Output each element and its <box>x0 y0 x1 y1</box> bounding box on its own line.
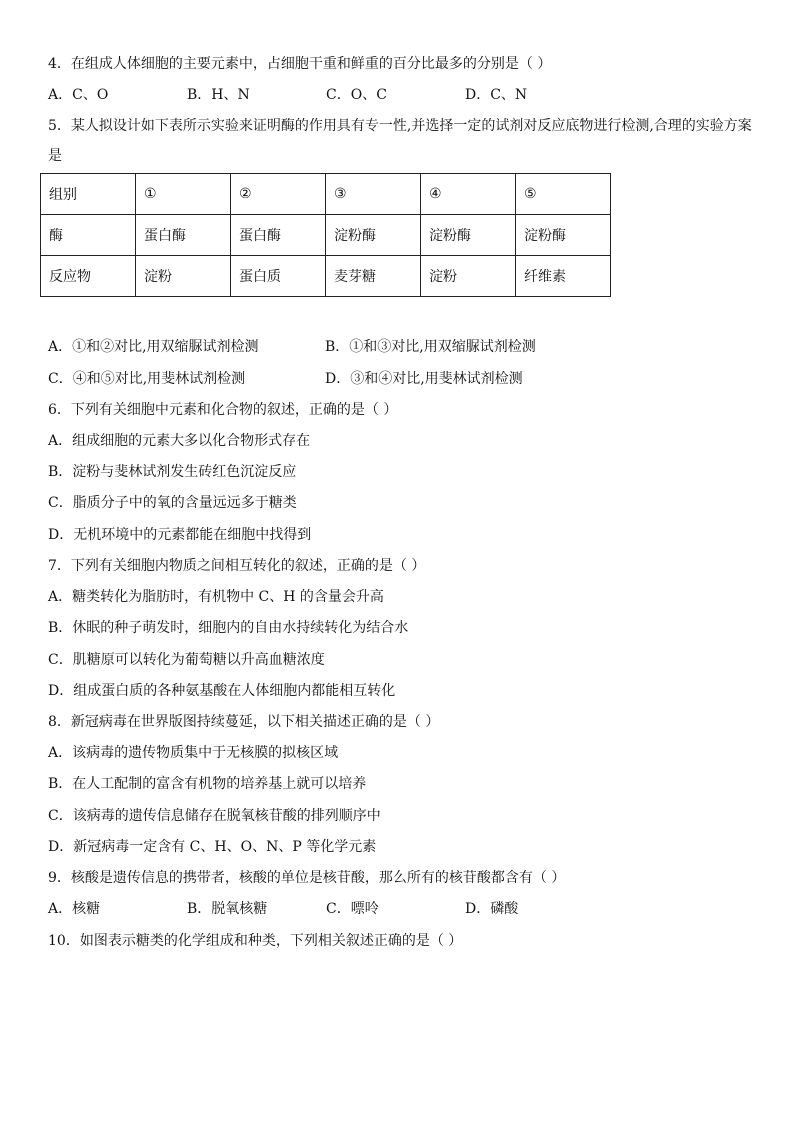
q8-option-a: A．该病毒的遗传物质集中于无核膜的拟核区域 <box>48 745 339 761</box>
q4-option-c: C．O、C <box>326 87 387 103</box>
table-cell: ② <box>231 174 326 215</box>
table-cell: 麦芽糖 <box>326 256 421 297</box>
table-cell: 组别 <box>41 174 136 215</box>
q4-stem: 4．在组成人体细胞的主要元素中，占细胞干重和鲜重的百分比最多的分别是（ ） <box>48 56 552 72</box>
q5-option-b: B．①和③对比,用双缩脲试剂检测 <box>325 339 536 355</box>
experiment-table <box>40 173 611 297</box>
q6-option-c: C．脂质分子中的氧的含量远远多于糖类 <box>48 495 297 511</box>
table-cell: 纤维素 <box>516 256 611 297</box>
q9-option-d: D．磷酸 <box>465 901 519 917</box>
table-cell: ④ <box>421 174 516 215</box>
q9-option-c: C．嘌呤 <box>326 901 379 917</box>
q5-stem-line1: 5．某人拟设计如下表所示实验来证明酶的作用具有专一性,并选择一定的试剂对反应底物进行检测,合理的实验方案 <box>48 118 752 134</box>
table-cell: ① <box>136 174 231 215</box>
q7-stem: 7．下列有关细胞内物质之间相互转化的叙述，正确的是（ ） <box>48 558 426 574</box>
q7-option-a: A．糖类转化为脂肪时，有机物中 C、H 的含量会升高 <box>48 589 384 605</box>
q4-option-a: A．C、O <box>48 87 109 103</box>
table-cell: 淀粉酶 <box>421 215 516 256</box>
q8-stem: 8．新冠病毒在世界版图持续蔓延，以下相关描述正确的是（ ） <box>48 714 440 730</box>
q9-option-b: B．脱氧核糖 <box>187 901 268 917</box>
table-cell: 淀粉 <box>421 256 516 297</box>
table-cell: 蛋白酶 <box>136 215 231 256</box>
table-row <box>41 215 611 256</box>
q5-stem-line2: 是 <box>48 148 62 164</box>
q7-option-c: C．肌糖原可以转化为葡萄糖以升高血糖浓度 <box>48 652 325 668</box>
q8-option-c: C．该病毒的遗传信息储存在脱氧核苷酸的排列顺序中 <box>48 808 381 824</box>
table-cell: 酶 <box>41 215 136 256</box>
q9-stem: 9．核酸是遗传信息的携带者，核酸的单位是核苷酸，那么所有的核苷酸都含有（ ） <box>48 870 566 886</box>
table-cell: 淀粉酶 <box>326 215 421 256</box>
q8-option-d: D．新冠病毒一定含有 C、H、O、N、P 等化学元素 <box>48 839 377 855</box>
q10-stem: 10．如图表示糖类的化学组成和种类，下列相关叙述正确的是（ ） <box>48 933 463 949</box>
q4-option-d: D．C、N <box>465 87 528 103</box>
q7-option-d: D．组成蛋白质的各种氨基酸在人体细胞内都能相互转化 <box>48 683 396 699</box>
q6-option-b: B．淀粉与斐林试剂发生砖红色沉淀反应 <box>48 464 297 480</box>
q6-stem: 6．下列有关细胞中元素和化合物的叙述，正确的是（ ） <box>48 402 398 418</box>
q5-option-c: C．④和⑤对比,用斐林试剂检测 <box>48 371 246 387</box>
q4-option-b: B．H、N <box>187 87 250 103</box>
q9-option-a: A．核糖 <box>48 901 101 917</box>
q5-option-a: A．①和②对比,用双缩脲试剂检测 <box>48 339 259 355</box>
q7-option-b: B．休眠的种子萌发时，细胞内的自由水持续转化为结合水 <box>48 620 409 636</box>
q6-option-a: A．组成细胞的元素大多以化合物形式存在 <box>48 433 311 449</box>
table-header-row <box>41 174 611 215</box>
table-cell: ③ <box>326 174 421 215</box>
table-cell: 蛋白质 <box>231 256 326 297</box>
q8-option-b: B．在人工配制的富含有机物的培养基上就可以培养 <box>48 776 367 792</box>
q5-option-d: D．③和④对比,用斐林试剂检测 <box>325 371 523 387</box>
table-cell: ⑤ <box>516 174 611 215</box>
table-cell: 淀粉酶 <box>516 215 611 256</box>
q6-option-d: D．无机环境中的元素都能在细胞中找得到 <box>48 527 312 543</box>
table-cell: 反应物 <box>41 256 136 297</box>
table-row <box>41 256 611 297</box>
table-cell: 淀粉 <box>136 256 231 297</box>
table-cell: 蛋白酶 <box>231 215 326 256</box>
